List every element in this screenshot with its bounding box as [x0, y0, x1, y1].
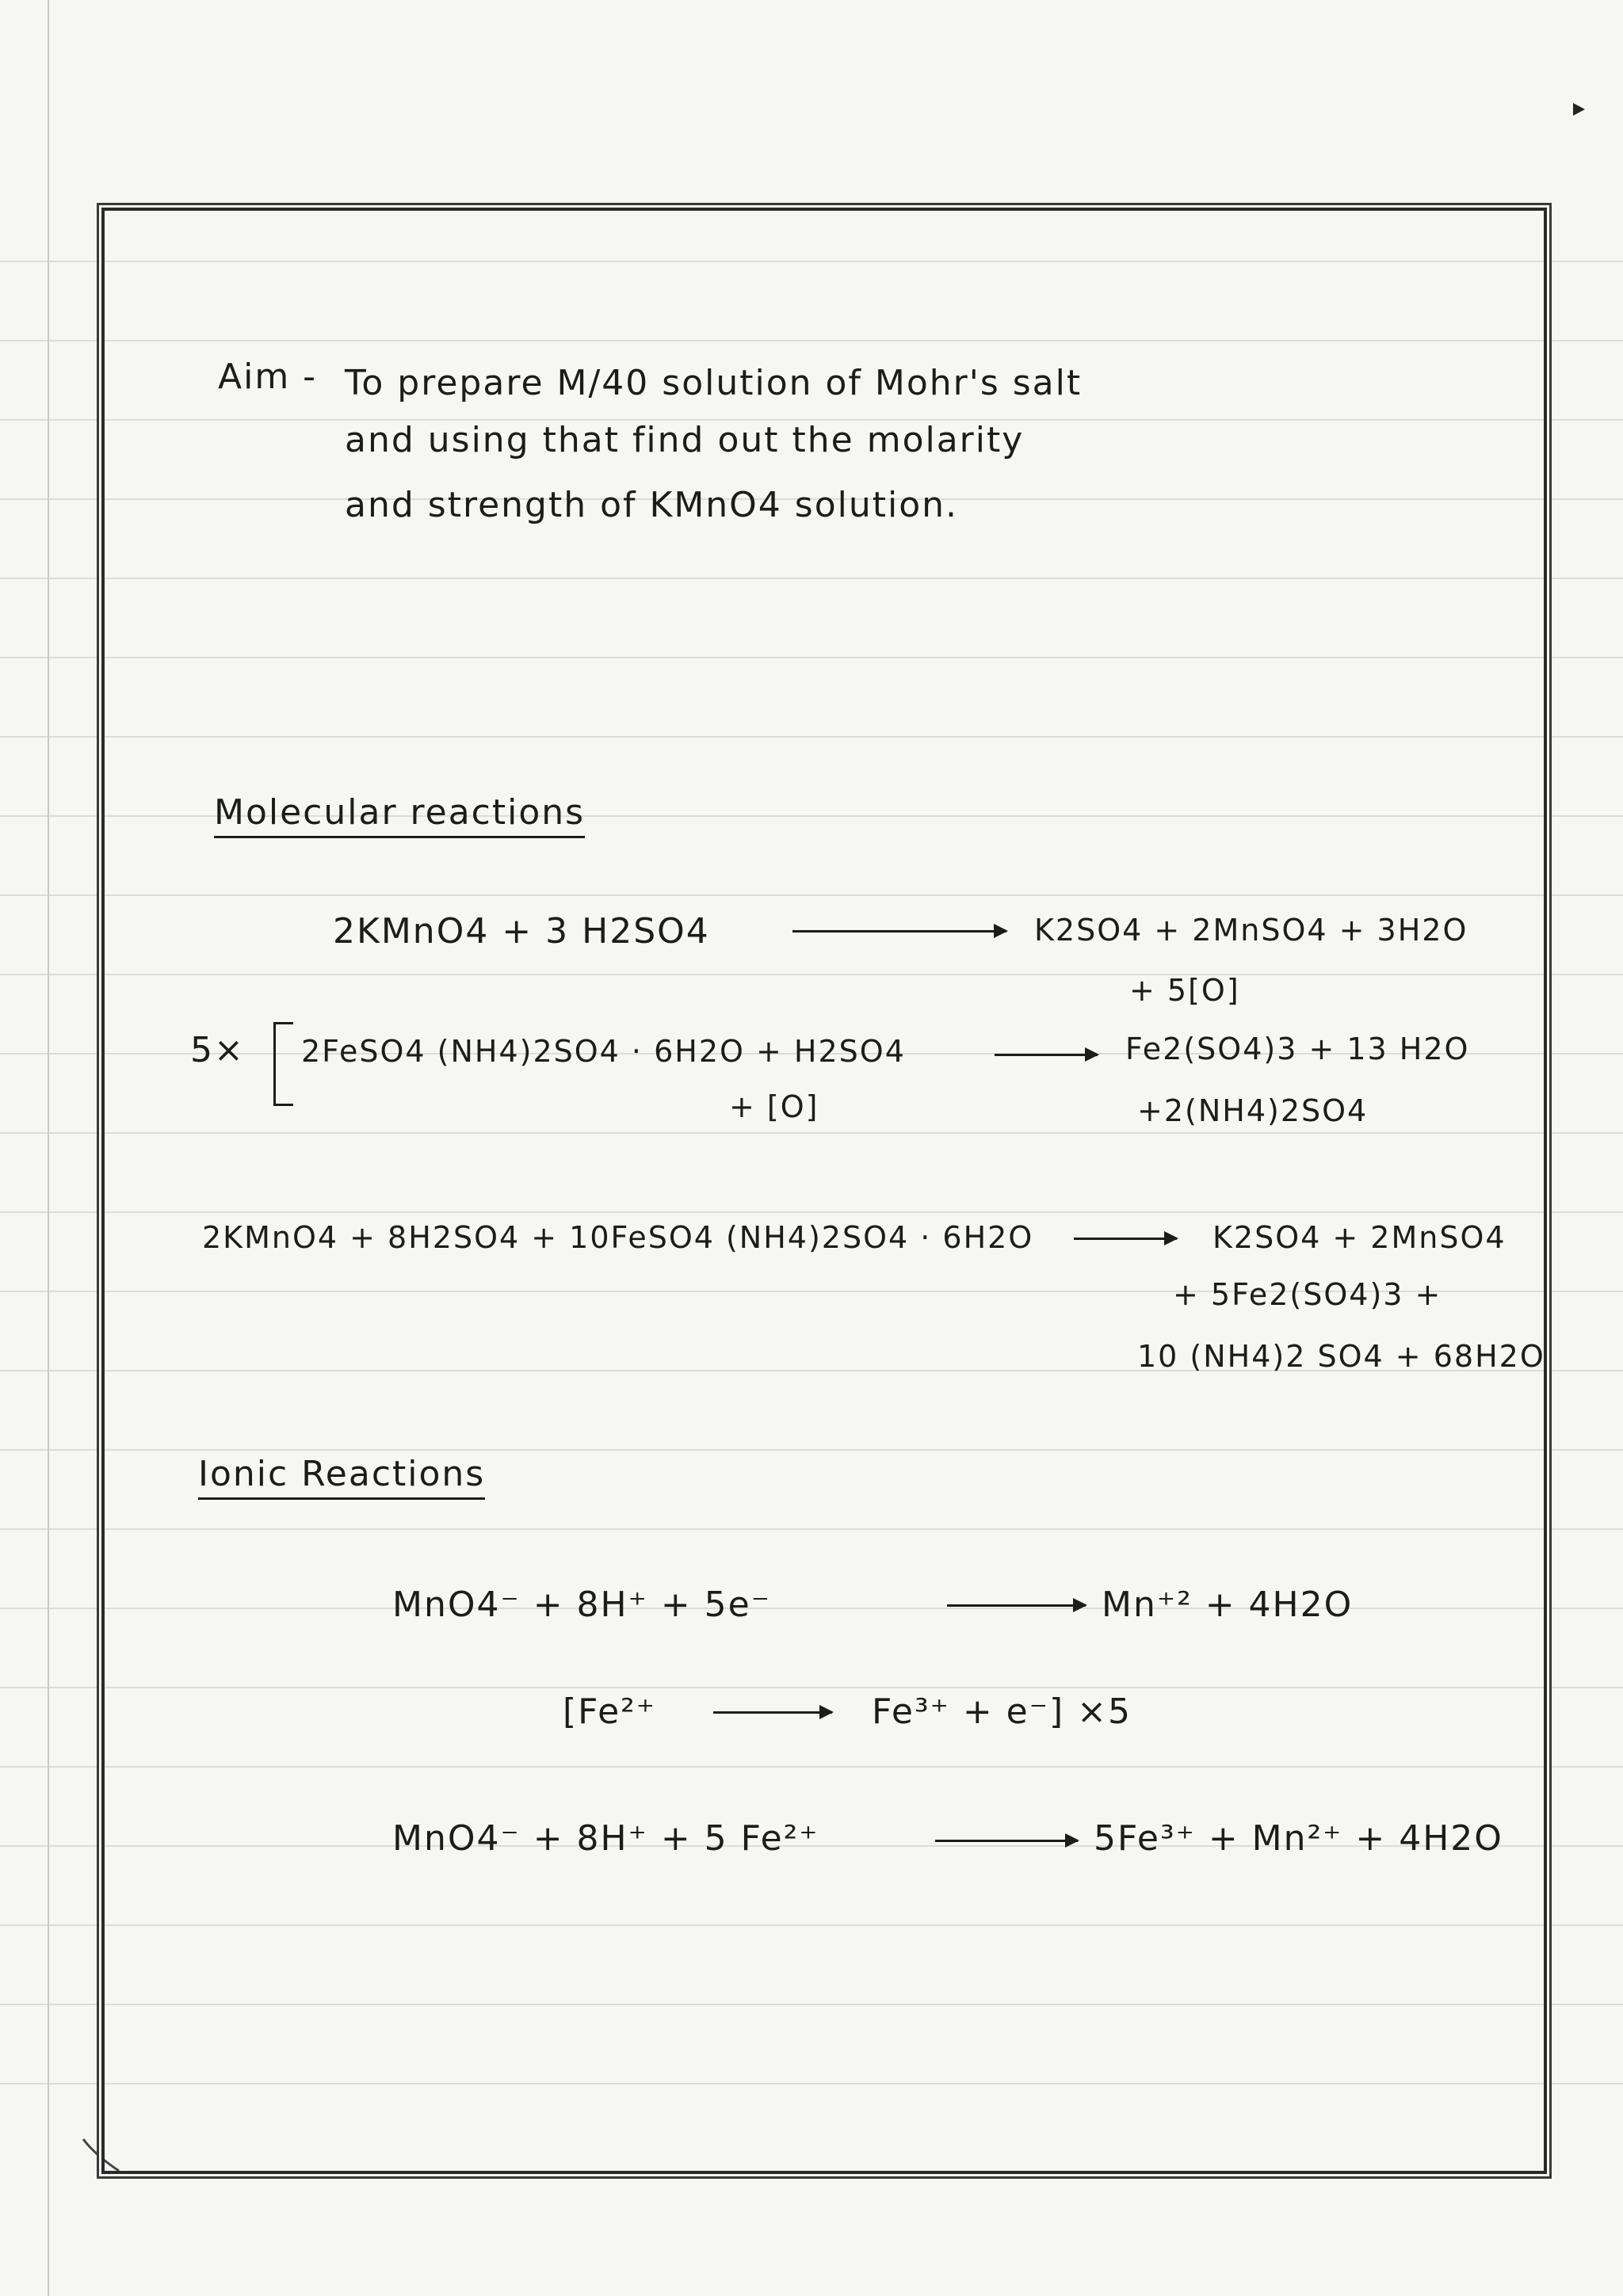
molecular-eq3-right: K2SO4 + 2MnSO4 — [1212, 1220, 1507, 1255]
reaction-arrow — [1074, 1238, 1177, 1240]
square-bracket — [273, 1022, 293, 1106]
aim-line-2: and using that find out the molarity — [345, 420, 1025, 460]
reaction-arrow — [935, 1840, 1078, 1842]
ionic-eq1-right: Mn⁺² + 4H2O — [1102, 1585, 1354, 1625]
reaction-arrow — [713, 1711, 832, 1714]
molecular-eq1-right: K2SO4 + 2MnSO4 + 3H2O — [1034, 913, 1468, 948]
molecular-eq3-right-3: 10 (NH4)2 SO4 + 68H2O — [1137, 1339, 1545, 1374]
margin-line — [48, 0, 49, 2296]
molecular-eq2-left: 2FeSO4 (NH4)2SO4 · 6H2O + H2SO4 — [301, 1034, 906, 1069]
aim-line-1: To prepare M/40 solution of Mohr's salt — [345, 363, 1083, 403]
molecular-eq2-multiplier: 5× — [190, 1030, 245, 1070]
reaction-arrow — [995, 1054, 1098, 1056]
ionic-eq3-left: MnO4⁻ + 8H⁺ + 5 Fe²⁺ — [392, 1818, 819, 1859]
reaction-arrow — [947, 1604, 1086, 1607]
reaction-arrow — [792, 930, 1006, 933]
molecular-eq2-right: Fe2(SO4)3 + 13 H2O — [1125, 1032, 1470, 1066]
molecular-eq3-left: 2KMnO4 + 8H2SO4 + 10FeSO4 (NH4)2SO4 · 6H2O — [202, 1220, 1034, 1255]
ionic-eq1-left: MnO4⁻ + 8H⁺ + 5e⁻ — [392, 1585, 771, 1625]
molecular-eq2-left-2: + [O] — [729, 1089, 819, 1124]
ionic-reactions-heading: Ionic Reactions — [198, 1454, 485, 1500]
ionic-eq2-right: Fe³⁺ + e⁻] ×5 — [872, 1691, 1132, 1732]
aim-line-3: and strength of KMnO4 solution. — [345, 485, 959, 525]
ionic-eq3-right: 5Fe³⁺ + Mn²⁺ + 4H2O — [1094, 1818, 1503, 1859]
molecular-eq1-right-2: + 5[O] — [1129, 973, 1240, 1008]
molecular-eq2-right-2: +2(NH4)2SO4 — [1137, 1093, 1369, 1128]
molecular-eq3-right-2: + 5Fe2(SO4)3 + — [1173, 1277, 1442, 1312]
molecular-reactions-heading: Molecular reactions — [214, 792, 585, 838]
aim-label: Aim - — [218, 357, 318, 397]
ionic-eq2-left: [Fe²⁺ — [563, 1691, 657, 1732]
molecular-eq1-left: 2KMnO4 + 3 H2SO4 — [333, 911, 710, 952]
